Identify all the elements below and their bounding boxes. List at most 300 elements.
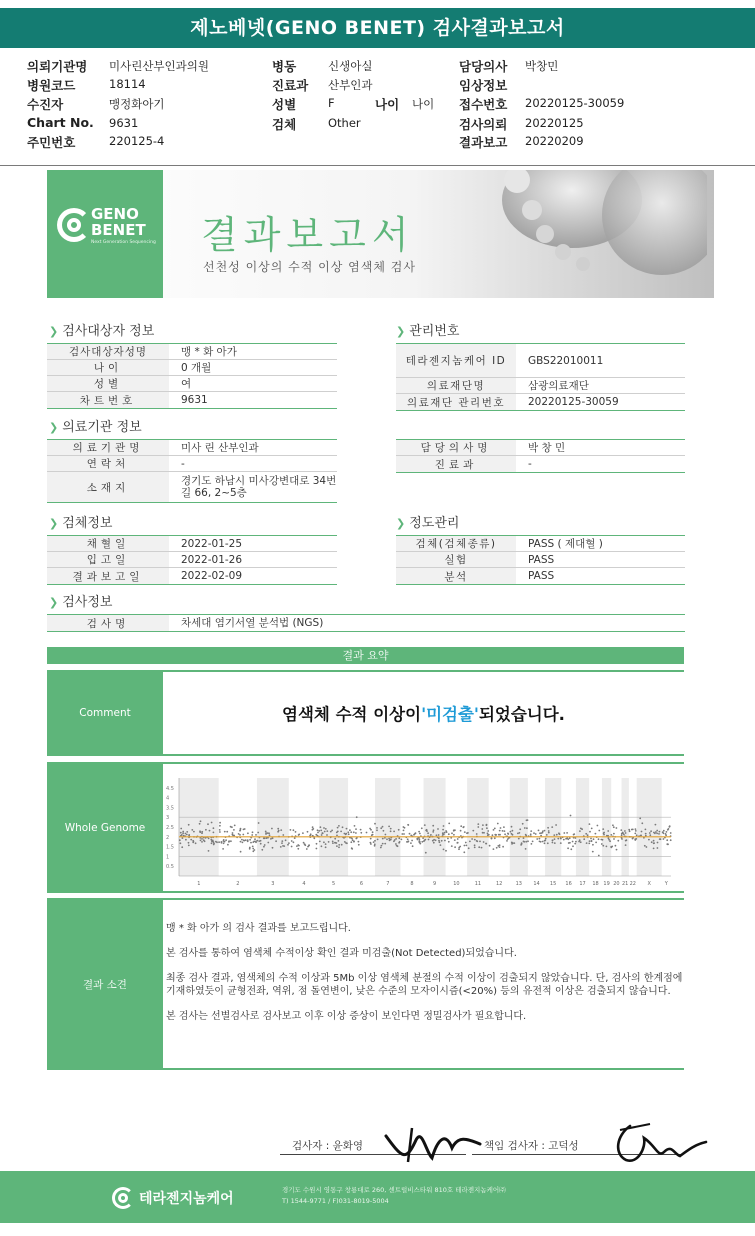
data-point — [241, 839, 243, 841]
data-point — [464, 845, 466, 847]
data-point — [269, 834, 271, 836]
patient-field-label: 검체 — [272, 117, 297, 132]
data-point — [201, 831, 203, 833]
data-point — [432, 831, 434, 833]
data-point — [366, 832, 368, 834]
data-point — [294, 837, 296, 839]
data-point — [335, 842, 337, 844]
comment-label: Comment — [47, 672, 163, 754]
data-point — [656, 833, 658, 835]
row-label: 의료재단 관리번호 — [396, 394, 516, 410]
data-point — [418, 840, 420, 842]
data-point — [317, 832, 319, 834]
row-label: 결과보고일 — [47, 568, 169, 584]
data-point — [645, 829, 647, 831]
data-point — [200, 840, 202, 842]
data-point — [487, 830, 489, 832]
data-point — [345, 833, 347, 835]
data-point — [280, 846, 282, 848]
data-point — [451, 845, 453, 847]
data-point — [632, 829, 634, 831]
data-point — [252, 848, 254, 850]
data-point — [499, 834, 501, 836]
row-value: 미사 린 산부인과 — [181, 441, 259, 454]
data-point — [635, 830, 637, 832]
institution-doctor-table — [396, 439, 685, 473]
data-point — [426, 829, 428, 831]
data-point — [547, 842, 549, 844]
data-point — [555, 824, 557, 826]
table-row — [47, 552, 337, 568]
data-point — [350, 841, 352, 843]
data-point — [188, 842, 190, 844]
data-point — [442, 829, 444, 831]
patient-field-label: Chart No. — [27, 115, 94, 130]
data-point — [444, 840, 446, 842]
data-point — [208, 838, 210, 840]
data-point — [298, 834, 300, 836]
data-point — [525, 834, 527, 836]
x-tick-label: 4 — [302, 881, 306, 887]
data-point — [624, 830, 626, 832]
table-row — [396, 536, 685, 552]
data-point — [663, 830, 665, 832]
data-point — [390, 830, 392, 832]
data-point — [403, 826, 405, 828]
data-point — [193, 831, 195, 833]
data-point — [370, 838, 372, 840]
data-point — [348, 833, 350, 835]
data-point — [307, 831, 309, 833]
data-point — [407, 838, 409, 840]
data-point — [252, 841, 254, 843]
data-point — [261, 849, 263, 851]
data-point — [397, 845, 399, 847]
data-point — [318, 830, 320, 832]
patient-field-label: 수진자 — [27, 97, 64, 112]
data-point — [660, 838, 662, 840]
data-point — [346, 828, 348, 830]
data-point — [559, 833, 561, 835]
data-point — [617, 840, 619, 842]
qc-table — [396, 535, 685, 585]
data-point — [372, 831, 374, 833]
data-point — [340, 831, 342, 833]
data-point — [653, 840, 655, 842]
data-point — [351, 848, 353, 850]
data-point — [496, 847, 498, 849]
y-tick-label: 0.5 — [166, 864, 174, 871]
data-point — [492, 834, 494, 836]
y-tick-label: 3 — [166, 815, 170, 822]
data-point — [486, 824, 488, 826]
data-point — [432, 840, 434, 842]
data-point — [623, 834, 625, 836]
data-point — [336, 845, 338, 847]
data-point — [551, 826, 553, 828]
data-point — [224, 841, 226, 843]
data-point — [657, 847, 659, 849]
data-point — [557, 838, 559, 840]
chromosome-band — [510, 778, 528, 876]
data-point — [580, 841, 582, 843]
data-point — [205, 829, 207, 831]
footer-address: 경기도 수원시 영통구 창룡대로 260, 센트럴비스타워 810호 테라젠지놈케어㈜ T) 1544-9771 / F)031-8019-5004 — [282, 1186, 506, 1205]
data-point — [285, 839, 287, 841]
data-point — [240, 851, 242, 853]
data-point — [232, 832, 234, 834]
row-value: GBS22010011 — [528, 354, 604, 367]
data-point — [330, 831, 332, 833]
data-point — [213, 827, 215, 829]
data-point — [552, 842, 554, 844]
data-point — [374, 840, 376, 842]
data-point — [233, 829, 235, 831]
data-point — [553, 834, 555, 836]
data-point — [203, 839, 205, 841]
data-point — [507, 833, 509, 835]
data-point — [215, 841, 217, 843]
data-point — [395, 843, 397, 845]
arrow-icon: ❯ — [49, 596, 59, 609]
data-point — [464, 831, 466, 833]
table-row — [396, 568, 685, 584]
data-point — [417, 839, 419, 841]
x-tick-label: 16 — [565, 881, 572, 887]
data-point — [325, 828, 327, 830]
logo-text-geno: GENO — [91, 205, 139, 223]
data-point — [302, 832, 304, 834]
data-point — [213, 832, 215, 834]
data-point — [349, 829, 351, 831]
data-point — [598, 830, 600, 832]
x-tick-label: 15 — [549, 881, 557, 887]
data-point — [474, 847, 476, 849]
patient-field-label: 의뢰기관명 — [27, 59, 88, 74]
table-row — [47, 344, 337, 360]
data-point — [499, 846, 501, 848]
footer-brand: 테라젠지놈케어 — [139, 1191, 234, 1207]
data-point — [512, 842, 514, 844]
data-point — [398, 837, 400, 839]
data-point — [423, 840, 425, 842]
report-banner — [47, 170, 714, 298]
data-point — [272, 837, 274, 839]
data-point — [510, 831, 512, 833]
data-point — [288, 842, 290, 844]
data-point — [518, 838, 520, 840]
data-point — [482, 824, 484, 826]
tester-signature-mark — [382, 1118, 486, 1164]
data-point — [249, 848, 251, 850]
data-point — [477, 823, 479, 825]
table-row — [396, 456, 685, 472]
data-point — [636, 834, 638, 836]
data-point — [401, 833, 403, 835]
data-point — [613, 838, 615, 840]
data-point — [219, 829, 221, 831]
patient-field-value: 미사린산부인과의원 — [109, 59, 209, 73]
data-point — [419, 833, 421, 835]
data-point — [443, 825, 445, 827]
data-point — [338, 825, 340, 827]
data-point — [621, 834, 623, 836]
data-point — [356, 816, 358, 818]
data-point — [542, 841, 544, 843]
opinion-paragraph: 맹 * 화 아가 의 검사 결과를 보고드립니다. — [166, 923, 351, 934]
data-point — [386, 838, 388, 840]
data-point — [653, 832, 655, 834]
data-point — [384, 843, 386, 845]
data-point — [377, 839, 379, 841]
data-point — [591, 828, 593, 830]
theragen-logo-inner-icon — [118, 1193, 128, 1203]
data-point — [354, 825, 356, 827]
data-point — [287, 844, 289, 846]
data-point — [188, 824, 190, 826]
patient-field-label: 병동 — [272, 59, 297, 74]
data-point — [438, 834, 440, 836]
chromosome-band — [637, 778, 662, 876]
data-point — [598, 855, 600, 857]
data-point — [324, 831, 326, 833]
data-point — [293, 829, 295, 831]
data-point — [634, 838, 636, 840]
data-point — [472, 830, 474, 832]
patient-field-value: 18114 — [109, 77, 146, 91]
x-tick-label: 19 — [603, 881, 610, 887]
data-point — [297, 848, 299, 850]
data-point — [483, 841, 485, 843]
data-point — [476, 833, 478, 835]
data-point — [670, 839, 672, 841]
data-point — [483, 832, 485, 834]
row-value: 2022-01-26 — [181, 553, 243, 566]
opinion-paragraph: 최종 검사 결과, 염색체의 수적 이상과 5Mb 이상 염색체 분절의 수적 이상이 검출되지 않았습니다. 단, 검사의 한계점에 기재하였듯이 균형전좌, 역위, 점 돌연변이, 낮은 수준의 모자이시즘(<20%) 등의 유전적 이상은 검출되지 않습니다. — [166, 973, 683, 997]
data-point — [585, 833, 587, 835]
chromosome-band — [179, 778, 219, 876]
data-point — [644, 845, 646, 847]
data-point — [225, 839, 227, 841]
data-point — [411, 840, 413, 842]
data-point — [598, 838, 600, 840]
patient-field-value: 나이 — [412, 97, 435, 111]
data-point — [589, 831, 591, 833]
patient-field-label: 진료과 — [272, 78, 309, 93]
data-point — [319, 841, 321, 843]
row-value: - — [181, 457, 185, 470]
patient-field-label: 접수번호 — [459, 97, 508, 112]
row-label: 테라젠지놈케어 ID — [396, 344, 516, 377]
data-point — [252, 831, 254, 833]
data-point — [195, 842, 197, 844]
data-point — [662, 831, 664, 833]
data-point — [209, 830, 211, 832]
x-tick-label: 20 — [613, 881, 620, 887]
data-point — [191, 829, 193, 831]
data-point — [625, 840, 627, 842]
row-value: 맹 * 화 아가 — [181, 345, 237, 358]
data-point — [428, 839, 430, 841]
data-point — [265, 831, 267, 833]
data-point — [573, 833, 575, 835]
data-point — [578, 841, 580, 843]
logo-g-inner-icon — [67, 218, 81, 232]
patient-info — [0, 54, 755, 166]
data-point — [201, 841, 203, 843]
y-tick-label: 2.5 — [166, 825, 174, 831]
data-point — [326, 830, 328, 832]
data-point — [180, 828, 182, 830]
x-tick-label: 7 — [386, 881, 390, 887]
data-point — [645, 833, 647, 835]
x-tick-label: 8 — [410, 881, 414, 887]
data-point — [454, 846, 456, 848]
data-point — [252, 850, 254, 852]
data-point — [323, 827, 325, 829]
data-point — [408, 840, 410, 842]
data-point — [371, 834, 373, 836]
data-point — [199, 823, 201, 825]
chromosome-band — [602, 778, 611, 876]
data-point — [487, 834, 489, 836]
row-value: PASS — [528, 553, 555, 566]
data-point — [493, 829, 495, 831]
data-point — [649, 832, 651, 834]
x-tick-label: 6 — [359, 881, 364, 887]
data-point — [185, 839, 187, 841]
data-point — [409, 833, 411, 835]
data-point — [560, 842, 562, 844]
data-point — [425, 852, 427, 854]
data-point — [572, 841, 574, 843]
data-point — [436, 834, 438, 836]
table-row — [396, 552, 685, 568]
data-point — [264, 837, 266, 839]
x-tick-label: 2 — [236, 881, 240, 887]
data-point — [457, 842, 459, 844]
data-point — [219, 831, 221, 833]
data-point — [499, 830, 501, 832]
divider — [0, 165, 755, 166]
data-point — [182, 832, 184, 834]
data-point — [323, 841, 325, 843]
data-point — [458, 848, 460, 850]
table-row — [396, 344, 685, 378]
row-value: - — [528, 458, 532, 470]
data-point — [342, 826, 344, 828]
patient-field-label: 검사의뢰 — [459, 117, 508, 132]
section-subject-heading: ❯ 검사대상자 정보 — [49, 324, 155, 339]
data-point — [338, 844, 340, 846]
data-point — [186, 831, 188, 833]
data-point — [519, 832, 521, 834]
data-point — [297, 844, 299, 846]
x-tick-label: 5 — [332, 881, 336, 887]
data-point — [350, 831, 352, 833]
data-point — [471, 838, 473, 840]
data-point — [255, 834, 257, 836]
data-point — [181, 846, 183, 848]
patient-field-label: 담당의사 — [459, 59, 508, 74]
data-point — [616, 827, 618, 829]
patient-field-label: 나이 — [375, 97, 400, 112]
patient-field-value: 220125-4 — [109, 134, 165, 148]
table-row — [47, 536, 337, 552]
data-point — [199, 830, 201, 832]
data-point — [271, 828, 273, 830]
data-point — [655, 824, 657, 826]
data-point — [474, 844, 476, 846]
data-point — [221, 841, 223, 843]
data-point — [547, 827, 549, 829]
data-point — [641, 822, 643, 824]
data-point — [179, 839, 181, 841]
x-tick-label: 22 — [629, 881, 636, 887]
data-point — [608, 837, 610, 839]
data-point — [463, 851, 465, 853]
data-point — [465, 842, 467, 844]
data-point — [242, 842, 244, 844]
data-point — [632, 838, 634, 840]
data-point — [380, 827, 382, 829]
data-point — [667, 843, 669, 845]
data-point — [485, 843, 487, 845]
data-point — [588, 843, 590, 845]
data-point — [567, 847, 569, 849]
data-point — [487, 833, 489, 835]
data-point — [526, 827, 528, 829]
data-point — [563, 839, 565, 841]
table-row — [396, 394, 685, 410]
data-point — [478, 846, 480, 848]
data-point — [412, 845, 414, 847]
table-row — [47, 440, 337, 456]
data-point — [504, 830, 506, 832]
x-tick-label: 13 — [515, 881, 522, 887]
data-point — [575, 841, 577, 843]
data-point — [591, 840, 593, 842]
data-point — [257, 832, 259, 834]
data-point — [530, 833, 532, 835]
data-point — [422, 837, 424, 839]
data-point — [433, 829, 435, 831]
data-point — [212, 840, 214, 842]
data-point — [399, 841, 401, 843]
data-point — [453, 830, 455, 832]
data-point — [353, 840, 355, 842]
data-point — [374, 823, 376, 825]
arrow-icon: ❯ — [49, 517, 59, 530]
data-point — [544, 830, 546, 832]
data-point — [325, 843, 327, 845]
data-point — [479, 841, 481, 843]
data-point — [524, 827, 526, 829]
data-point — [251, 834, 253, 836]
table-row — [47, 456, 337, 472]
tester-signature-label: 검사자 : 윤화영 — [292, 1140, 364, 1152]
baby-feet-image — [477, 170, 707, 298]
arrow-icon: ❯ — [396, 517, 406, 530]
data-point — [260, 840, 262, 842]
data-point — [239, 829, 241, 831]
data-point — [218, 841, 220, 843]
whole-genome-block — [47, 762, 684, 893]
arrow-icon: ❯ — [49, 421, 59, 434]
data-point — [230, 840, 232, 842]
data-point — [601, 843, 603, 845]
data-point — [374, 843, 376, 845]
